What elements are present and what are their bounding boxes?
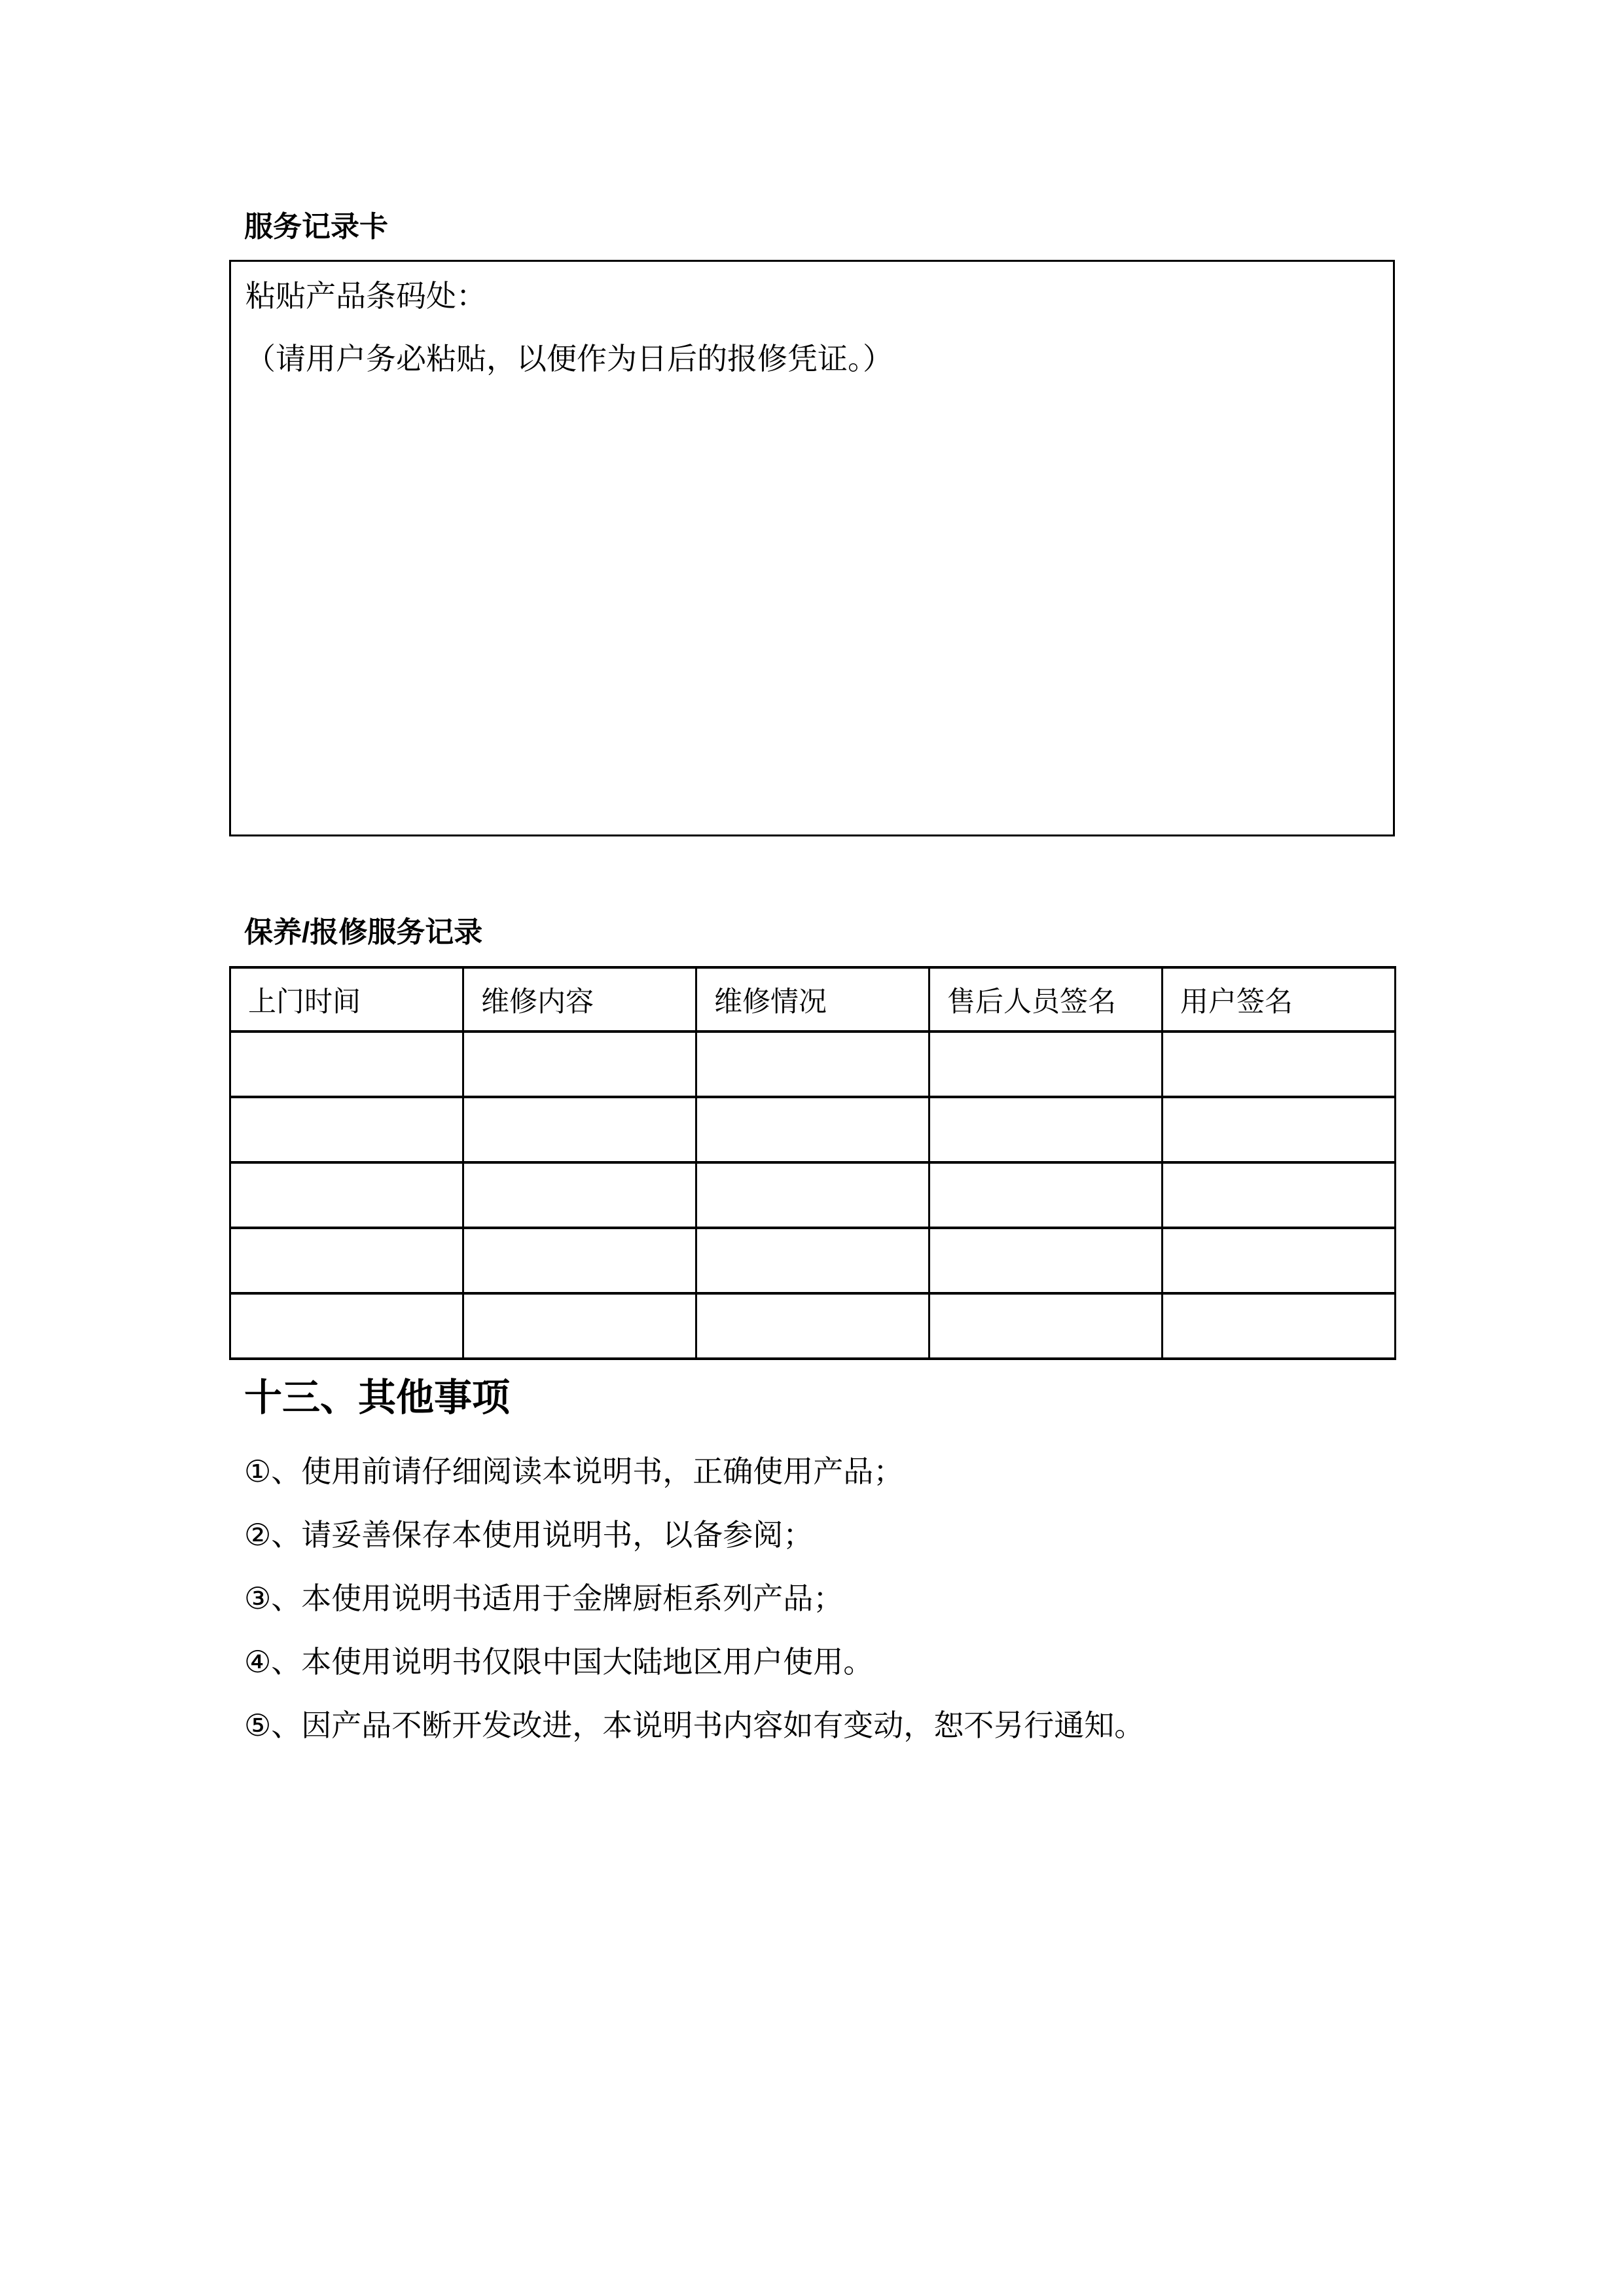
table-cell	[463, 1031, 696, 1097]
table-cell	[929, 1293, 1163, 1359]
table-cell	[463, 1162, 696, 1228]
table-cell	[929, 1031, 1163, 1097]
table-cell	[463, 1228, 696, 1293]
barcode-box	[229, 260, 1395, 836]
list-item: ④、本使用说明书仅限中国大陆地区用户使用。	[244, 1645, 874, 1679]
table-cell	[929, 1228, 1163, 1293]
list-item: ③、本使用说明书适用于金牌厨柜系列产品；	[244, 1581, 844, 1615]
table-cell	[696, 1031, 929, 1097]
table-header-repair-status: 维修情况	[696, 967, 929, 1031]
list-item: ⑤、因产品不断开发改进，本说明书内容如有变动，恕不另行通知。	[244, 1708, 1145, 1742]
list-item: ①、使用前请仔细阅读本说明书，正确使用产品；	[244, 1454, 904, 1488]
table-cell	[230, 1097, 463, 1162]
list-item: ②、请妥善保存本使用说明书，以备参阅；	[244, 1518, 814, 1552]
table-header-repair-content: 维修内容	[463, 967, 696, 1031]
table-cell	[463, 1293, 696, 1359]
maintenance-record-title: 保养/报修服务记录	[244, 916, 483, 948]
table-cell	[230, 1031, 463, 1097]
table-row	[230, 1293, 1396, 1359]
table-cell	[696, 1293, 929, 1359]
service-table-body	[230, 1031, 1396, 1359]
table-cell	[929, 1162, 1163, 1228]
barcode-box-line1: 粘贴产品条码处：	[245, 279, 486, 313]
table-cell	[230, 1293, 463, 1359]
table-cell	[1163, 1162, 1396, 1228]
table-header-visit-time: 上门时间	[230, 967, 463, 1031]
other-matters-title: 十三、其他事项	[244, 1376, 511, 1419]
table-cell	[230, 1228, 463, 1293]
other-matters-list	[244, 1453, 1396, 1770]
table-cell	[1163, 1293, 1396, 1359]
table-row	[230, 1097, 1396, 1162]
table-cell	[463, 1097, 696, 1162]
table-cell	[696, 1228, 929, 1293]
table-row	[230, 1031, 1396, 1097]
table-header-user-signature: 用户签名	[1163, 967, 1396, 1031]
barcode-box-line2: （请用户务必粘贴，以便作为日后的报修凭证。）	[245, 342, 893, 376]
service-record-table	[229, 966, 1396, 1360]
table-cell	[929, 1097, 1163, 1162]
table-cell	[696, 1162, 929, 1228]
service-record-card-title: 服务记录卡	[244, 211, 388, 243]
table-cell	[1163, 1097, 1396, 1162]
table-row	[230, 1162, 1396, 1228]
table-cell	[1163, 1228, 1396, 1293]
table-cell	[230, 1162, 463, 1228]
table-cell	[1163, 1031, 1396, 1097]
table-cell	[696, 1097, 929, 1162]
table-header-row	[230, 967, 1396, 1031]
table-row	[230, 1228, 1396, 1293]
table-header-staff-signature: 售后人员签名	[929, 967, 1163, 1031]
